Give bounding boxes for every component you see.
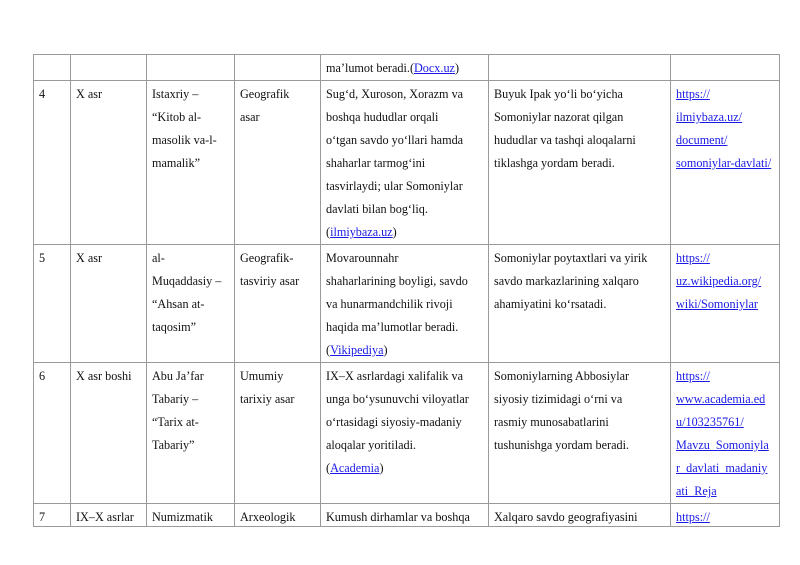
- url-link[interactable]: [676, 83, 775, 175]
- url-link-line: uz.wikipedia.org/: [676, 274, 762, 288]
- cell-author-line: Muqaddasiy –: [152, 274, 222, 288]
- table-row-continued: [34, 55, 780, 81]
- cell-role-line: Somoniylar nazorat qilgan: [494, 110, 624, 124]
- cell-description-line: o‘tgan savdo yo‘llari hamda: [326, 133, 464, 147]
- cell-role-line: Somoniylarning Abbosiylar: [494, 369, 630, 383]
- sources-table: [33, 54, 780, 527]
- cell-empty: [671, 55, 780, 81]
- cell-author-line: al-: [152, 251, 165, 265]
- cell-empty: [34, 55, 71, 81]
- cell-description-tail: ma’lumot beradi.(Docx.uz): [321, 55, 489, 81]
- cell-century: [71, 504, 147, 527]
- url-link[interactable]: [676, 365, 775, 503]
- cell-author-line: taqosim”: [152, 320, 197, 334]
- url-link-line: www.academia.ed: [676, 392, 766, 406]
- cell-type-line: Umumiy: [240, 369, 284, 383]
- cell-author: [147, 363, 235, 504]
- cell-description-line: Movarounnahr: [326, 251, 399, 265]
- cell-type-line: asar: [240, 110, 260, 124]
- cell-number: 4: [34, 81, 71, 245]
- source-link[interactable]: Vikipediya: [330, 343, 384, 357]
- table-row-partial: [34, 504, 780, 527]
- cell-empty: [147, 55, 235, 81]
- cell-empty: [235, 55, 321, 81]
- table-row: [34, 363, 780, 504]
- cell-century: X asr boshi: [71, 363, 147, 504]
- table-row: [34, 245, 780, 363]
- url-link-line: ati_Reja: [676, 484, 717, 498]
- cell-description-line: boshqa hududlar orqali: [326, 110, 439, 124]
- cell-description: IX–X asrlardagi xalifalik va unga bo‘ysunuvchi viloyatlar o‘rtasidagi siyosiy-madaniy aloqalar yoritiladi. (Academia): [321, 363, 489, 504]
- cell-empty: [71, 55, 147, 81]
- cell-type: [235, 81, 321, 245]
- cell-type-line: Geografik-: [240, 251, 294, 265]
- sources-table-body: [34, 55, 780, 527]
- cell-description-line: haqida ma’lumotlar beradi.: [326, 320, 459, 334]
- url-link-line: r_davlati_madaniy: [676, 461, 768, 475]
- cell-description-line: shaharlar tarmog‘ini: [326, 156, 426, 170]
- cell-author-line: “Ahsan at-: [152, 297, 205, 311]
- cell-author-line: Istaxriy –: [152, 87, 199, 101]
- cell-role-line: ahamiyatini ko‘rsatadi.: [494, 297, 607, 311]
- cell-description-line: davlati bilan bog‘liq.: [326, 202, 428, 216]
- cell-empty: [489, 55, 671, 81]
- url-link-line: Mavzu_Somoniyla: [676, 438, 769, 452]
- cell-url: [671, 504, 780, 527]
- url-link-line: somoniylar-davlati/: [676, 156, 772, 170]
- url-link-line: https://: [676, 251, 710, 265]
- cell-role-line: siyosiy tizimidagi o‘rni va: [494, 392, 623, 406]
- cell-url: [671, 245, 780, 363]
- cell-author-line: Tabariy –: [152, 392, 199, 406]
- cell-type-line: tarixiy asar: [240, 392, 295, 406]
- cell-description-text: Kumush dirhamlar va boshqa: [326, 510, 470, 524]
- cell-url: [671, 363, 780, 504]
- cell-author-line: “Tarix at-: [152, 415, 199, 429]
- cell-number: [34, 504, 71, 527]
- cell-description-line: Sug‘d, Xuroson, Xorazm va: [326, 87, 464, 101]
- cell-type: [235, 504, 321, 527]
- url-link-line: https://: [676, 369, 710, 383]
- url-link-line: wiki/Somoniylar: [676, 297, 758, 311]
- cell-description-line: aloqalar yoritiladi.: [326, 438, 417, 452]
- cell-role-line: Buyuk Ipak yo‘li bo‘yicha: [494, 87, 623, 101]
- cell-number-text: 7: [39, 510, 46, 524]
- cell-author-line: Tabariy”: [152, 438, 195, 452]
- source-link[interactable]: Academia: [330, 461, 380, 475]
- cell-role-text: Xalqaro savdo geografiyasini: [494, 510, 638, 524]
- cell-author: [147, 81, 235, 245]
- cell-description-line: va hunarmandchilik rivoji: [326, 297, 453, 311]
- cell-role: [489, 81, 671, 245]
- cell-author-line: Abu Ja’far: [152, 369, 204, 383]
- cell-description-line: shaharlarining boyligi, savdo: [326, 274, 468, 288]
- cell-number: 5: [34, 245, 71, 363]
- cell-type-text: Arxeologik: [240, 510, 296, 524]
- cell-role-line: savdo markazlarining xalqaro: [494, 274, 639, 288]
- url-link-line: ilmiybaza.uz/: [676, 110, 742, 124]
- cell-century: X asr: [71, 245, 147, 363]
- cell-author-line: “Kitob al-: [152, 110, 202, 124]
- cell-role-line: Somoniylar poytaxtlari va yirik: [494, 251, 648, 265]
- cell-author-text: Numizmatik: [152, 510, 213, 524]
- cell-role-line: tushunishga yordam beradi.: [494, 438, 630, 452]
- cell-description-line: IX–X asrlardagi xalifalik va: [326, 369, 464, 383]
- cell-century-text: IX–X asrlar: [76, 510, 134, 524]
- cell-role: [489, 245, 671, 363]
- cell-type: [235, 245, 321, 363]
- cell-description-line: o‘rtasidagi siyosiy-madaniy: [326, 415, 462, 429]
- cell-description: Movarounnahr shaharlarining boyligi, savdo va hunarmandchilik rivoji haqida ma’lumotlar beradi. (Vikipediya): [321, 245, 489, 363]
- cell-role-line: tiklashga yordam beradi.: [494, 156, 615, 170]
- cell-type: [235, 363, 321, 504]
- table-row: [34, 81, 780, 245]
- url-link-line: u/103235761/: [676, 415, 744, 429]
- cell-type-line: Geografik: [240, 87, 290, 101]
- cell-number: 6: [34, 363, 71, 504]
- cell-role: [489, 504, 671, 527]
- cell-century: X asr: [71, 81, 147, 245]
- cell-author: [147, 504, 235, 527]
- cell-description-line: tasvirlaydi; ular Somoniylar: [326, 179, 463, 193]
- cell-url: [671, 81, 780, 245]
- url-link[interactable]: https://: [676, 510, 710, 524]
- source-link[interactable]: Docx.uz: [414, 61, 455, 75]
- cell-author: [147, 245, 235, 363]
- cell-type-line: tasviriy asar: [240, 274, 300, 288]
- cell-role-line: hududlar va tashqi aloqalarni: [494, 133, 636, 147]
- cell-author-line: masolik va-l-: [152, 133, 217, 147]
- cell-description-line: unga bo‘ysunuvchi viloyatlar: [326, 392, 469, 406]
- source-link[interactable]: ilmiybaza.uz: [330, 225, 393, 239]
- cell-description: Sug‘d, Xuroson, Xorazm va boshqa hududlar orqali o‘tgan savdo yo‘llari hamda shaharlar tarmog‘ini tasvirlaydi; ular Somoniylar davlati bilan bog‘liq. (ilmiybaza.uz): [321, 81, 489, 245]
- cell-role: [489, 363, 671, 504]
- cell-role-line: rasmiy munosabatlarini: [494, 415, 609, 429]
- cell-author-line: mamalik”: [152, 156, 201, 170]
- url-link-line: document/: [676, 133, 728, 147]
- url-link-line: https://: [676, 87, 710, 101]
- url-link[interactable]: [676, 247, 775, 316]
- cell-description: [321, 504, 489, 527]
